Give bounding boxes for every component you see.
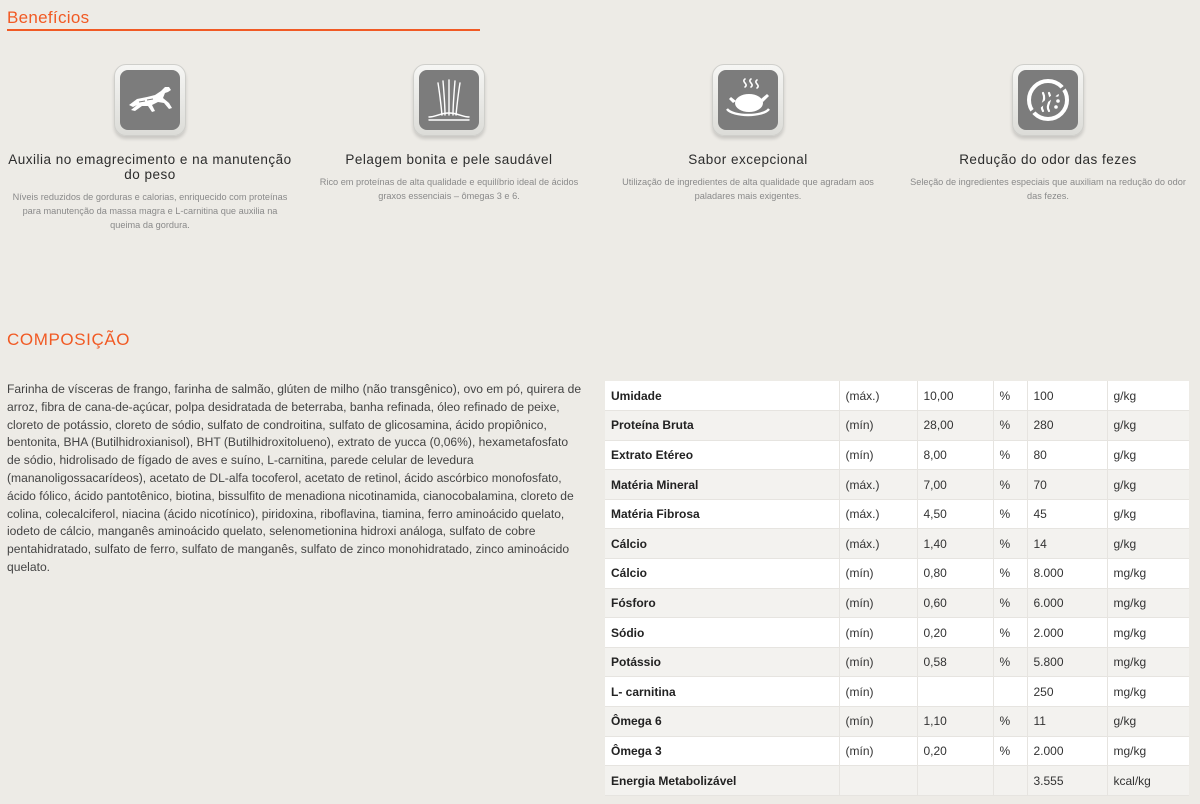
cell-pct: 7,00 [917,470,993,500]
cell-unit: g/kg [1107,499,1189,529]
cell-unit: mg/kg [1107,588,1189,618]
cell-sym: % [993,618,1027,648]
cell-sym: % [993,529,1027,559]
cell-sym: % [993,499,1027,529]
cell-type: (mín) [839,736,917,766]
cell-unit: g/kg [1107,440,1189,470]
benefit-card [5,64,295,232]
cell-unit: mg/kg [1107,618,1189,648]
cell-name: Proteína Bruta [605,411,839,441]
cell-type: (máx.) [839,499,917,529]
table-row [605,529,1189,559]
benefit-description: Níveis reduzidos de gorduras e calorias, enriquecido com proteínas para manutenção da massa magra e L-carnitina que auxilia na queima da gordura. [12,192,288,230]
cell-sym: % [993,588,1027,618]
running-dog-icon [114,64,186,136]
composition-text: Farinha de vísceras de frango, farinha de salmão, glúten de milho (não transgênico), ovo em pó, quirera de arroz, fibra de cana-de-açúcar, polpa desidratada de beterraba, banha refinada, óleo refinado de peixe, cloreto de potássio, cloreto de sódio, sulfato de condroitina, sulfato de glicosamina, ácido propiônico, bentonita, BHA (Butilhidroxianisol), BHT (Butilhidroxitolueno), extrato de yucca (0,06%), hexametafosfato de sódio, hidrolisado de fígado de aves e suíno, L-carnitina, parede celular de levedura (mananoligossacarídeos), acetato de DL-alfa tocoferol, acetato de retinol, ácido ascórbico monofosfato, ácido fólico, ácido pantotênico, biotina, bissulfito de menadiona nicotinamida, cianocobalamina, cloreto de colina, colecalciferol, niacina (ácido nicotínico), piridoxina, riboflavina, tiamina, ferro aminoácido quelato, iodeto de cálcio, manganês aminoácido quelato, selenometionina hidroxi análoga, sulfato de cobre pentahidratado, sulfato de ferro, sulfato de manganês, sulfato de zinco monohidratado, zinco aminoácido quelato. [7,382,582,574]
cell-sym: % [993,440,1027,470]
cell-sym: % [993,647,1027,677]
cell-name: Potássio [605,647,839,677]
cell-type: (mín) [839,440,917,470]
cell-val: 2.000 [1027,618,1107,648]
cell-unit: g/kg [1107,381,1189,411]
cell-type: (máx.) [839,529,917,559]
cell-name: Energia Metabolizável [605,766,839,796]
cell-val: 8.000 [1027,559,1107,589]
cell-pct: 8,00 [917,440,993,470]
cell-pct [917,677,993,707]
cell-name: Ômega 6 [605,707,839,737]
table-row [605,766,1189,796]
cell-val: 70 [1027,470,1107,500]
cell-unit: g/kg [1107,411,1189,441]
cell-val: 2.000 [1027,736,1107,766]
cell-unit: mg/kg [1107,647,1189,677]
cell-unit: g/kg [1107,470,1189,500]
cell-type: (mín) [839,559,917,589]
benefit-description: Utilização de ingredientes de alta qualidade que agradam aos paladares mais exigentes. [622,177,874,201]
benefits-heading: Benefícios [7,8,90,27]
table-row [605,707,1189,737]
benefit-description: Seleção de ingredientes especiais que auxiliam na redução do odor das fezes. [910,177,1186,201]
cell-val: 45 [1027,499,1107,529]
hair-skin-icon [413,64,485,136]
cell-type: (mín) [839,677,917,707]
cell-unit: mg/kg [1107,559,1189,589]
benefit-card [304,64,594,203]
table-row [605,588,1189,618]
cell-sym: % [993,381,1027,411]
cell-pct: 1,10 [917,707,993,737]
table-row [605,618,1189,648]
cell-pct: 1,40 [917,529,993,559]
cell-sym [993,766,1027,796]
benefit-title: Redução do odor das fezes [959,152,1137,167]
cell-sym: % [993,736,1027,766]
cell-name: Ômega 3 [605,736,839,766]
benefit-title: Pelagem bonita e pele saudável [345,152,553,167]
cell-name: Umidade [605,381,839,411]
cell-val: 14 [1027,529,1107,559]
cell-pct: 0,20 [917,618,993,648]
cell-val: 250 [1027,677,1107,707]
table-row [605,647,1189,677]
benefit-card [903,64,1193,203]
benefits-underline [7,29,480,31]
cell-val: 100 [1027,381,1107,411]
cell-val: 3.555 [1027,766,1107,796]
cell-name: Cálcio [605,529,839,559]
cell-name: Matéria Mineral [605,470,839,500]
cell-name: L- carnitina [605,677,839,707]
cell-sym [993,677,1027,707]
cell-name: Fósforo [605,588,839,618]
benefit-title: Auxilia no emagrecimento e na manutenção do peso [8,152,292,182]
benefit-title: Sabor excepcional [688,152,808,167]
cell-type: (máx.) [839,470,917,500]
cell-sym: % [993,707,1027,737]
cell-val: 6.000 [1027,588,1107,618]
cell-name: Extrato Etéreo [605,440,839,470]
cell-type: (mín) [839,588,917,618]
cell-unit: kcal/kg [1107,766,1189,796]
benefit-description: Rico em proteínas de alta qualidade e equilíbrio ideal de ácidos graxos essenciais – ômegas 3 e 6. [319,177,579,201]
cell-val: 280 [1027,411,1107,441]
cell-sym: % [993,411,1027,441]
table-row [605,499,1189,529]
cell-val: 5.800 [1027,647,1107,677]
cell-val: 11 [1027,707,1107,737]
cell-val: 80 [1027,440,1107,470]
cell-pct: 0,20 [917,736,993,766]
cell-pct: 0,60 [917,588,993,618]
cell-unit: mg/kg [1107,736,1189,766]
cell-type: (mín) [839,411,917,441]
cell-sym: % [993,470,1027,500]
table-row [605,381,1189,411]
cell-type [839,766,917,796]
nutrition-table [605,381,1189,796]
cell-type: (mín) [839,618,917,648]
composition-heading: COMPOSIÇÃO [7,330,131,349]
cell-pct: 4,50 [917,499,993,529]
table-row [605,736,1189,766]
cell-sym: % [993,559,1027,589]
cell-pct [917,766,993,796]
cell-type: (máx.) [839,381,917,411]
cell-name: Matéria Fibrosa [605,499,839,529]
cell-unit: g/kg [1107,707,1189,737]
benefit-card [603,64,893,203]
table-row [605,677,1189,707]
cell-unit: g/kg [1107,529,1189,559]
table-row [605,559,1189,589]
cell-type: (mín) [839,647,917,677]
cell-name: Sódio [605,618,839,648]
cell-unit: mg/kg [1107,677,1189,707]
cell-pct: 10,00 [917,381,993,411]
cell-pct: 28,00 [917,411,993,441]
cell-pct: 0,58 [917,647,993,677]
table-row [605,470,1189,500]
cell-name: Cálcio [605,559,839,589]
table-row [605,440,1189,470]
odor-reduction-icon [1012,64,1084,136]
cell-pct: 0,80 [917,559,993,589]
cell-type: (mín) [839,707,917,737]
roast-chicken-icon [712,64,784,136]
table-row [605,411,1189,441]
